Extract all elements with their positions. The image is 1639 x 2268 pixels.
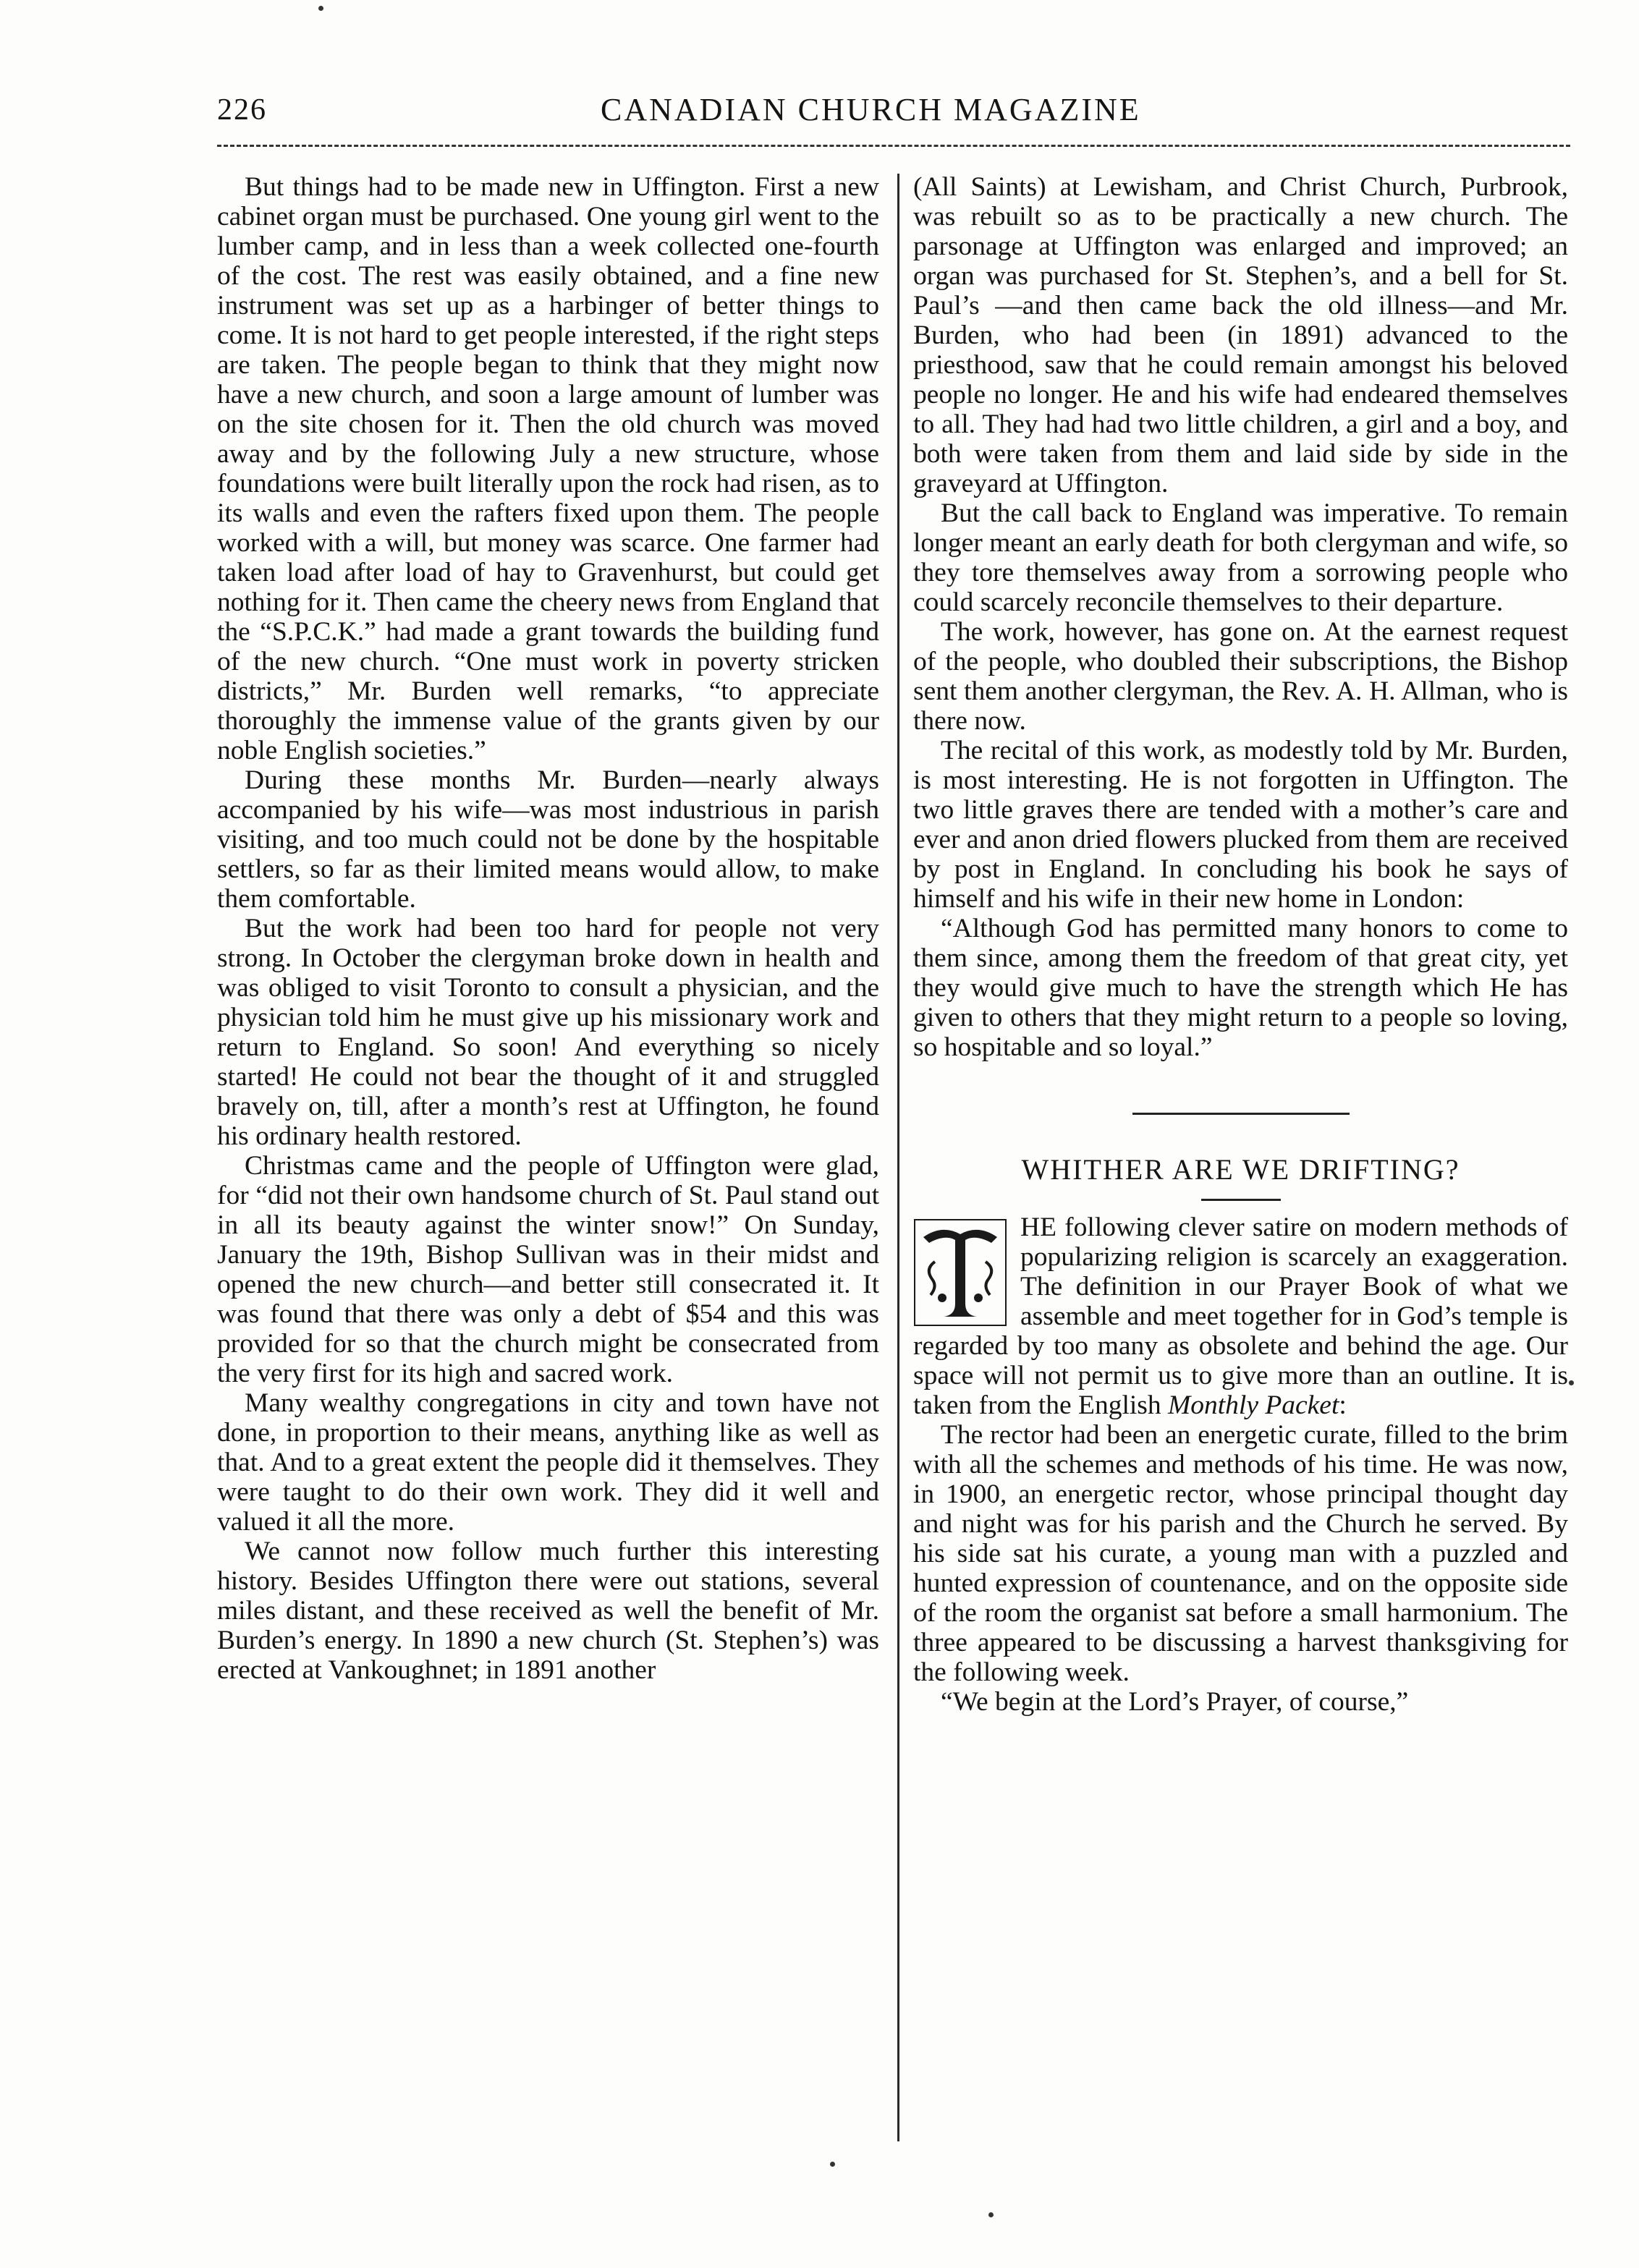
paragraph: The rector had been an energetic curate, filled to the brim with all the schemes and methods of his time. He was now, in 1900, an energetic rector, whose principal thought day and night was for his parish and the Church he served. By his side sat his curate, a young man with a puzzled and hunted expression of countenance, and on the opposite side of the room the organist sat before a small harmonium. The three appeared to be discussing a harvest thanksgiving for the following week. [913,1420,1568,1687]
paragraph: (All Saints) at Lewisham, and Christ Church, Purbrook, was rebuilt so as to be practically a new church. The parsonage at Uffington was enlarged and improved; an organ was purchased for St. Stephen’s, and a bell for St. Paul’s —and then came back the old illness—and Mr. Burden, who had been (in 1891) advanced to the priesthood, saw that he could remain amongst his beloved people no longer. He and his wife had endeared themselves to all. They had had two little children, a girl and a boy, and both were taken from them and laid side by side in the graveyard at Uffington. [913,172,1568,498]
left-column [217,172,879,1685]
print-speck [830,2162,835,2167]
section-divider [1132,1113,1350,1115]
page-number: 226 [217,93,267,127]
paragraph: Many wealthy congregations in city and town have not done, in proportion to their means, anything like as well as that. And to a great extent the people did it themselves. They were taught to do their own work. They did it well and valued it all the more. [217,1388,879,1537]
paragraph: But the work had been too hard for people not very strong. In October the clergyman broke down in health and was obliged to visit Toronto to consult a physician, and the physician told him he must give up his missionary work and return to England. So soon! And everything so nicely started! He could not bear the thought of it and struggled bravely on, till, after a month’s rest at Uffington, he found his ordinary health restored. [217,914,879,1151]
paragraph: During these months Mr. Burden—nearly always accompanied by his wife—was most industrious in parish visiting, and too much could not be done by the hospitable settlers, so far as their limited means would allow, to make them comfortable. [217,765,879,914]
right-column [913,172,1568,1717]
source-suffix: : [1339,1390,1347,1420]
paragraph: Christmas came and the people of Uffington were glad, for “did not their own handsome church of St. Paul stand out in all its beauty against the winter snow!” On Sunday, January the 19th, Bishop Sullivan was in their midst and opened the new church—and better still consecrated it. It was found that there was only a debt of $54 and this was provided for so that the church might be consecrated from the very first for its high and sacred work. [217,1151,879,1388]
source-title: Monthly Packet [1168,1390,1339,1420]
paragraph: The recital of this work, as modestly told by Mr. Burden, is most interesting. He is not forgotten in Uffington. The two little graves there are tended with a mother’s care and ever and anon dried flowers plucked from them are received by post in England. In concluding his book he says of himself and his wife in their new home in London: [913,736,1568,914]
section-title: WHITHER ARE WE DRIFTING? [1021,1153,1460,1186]
print-speck [318,6,323,11]
drop-cap [913,1218,1007,1327]
running-title: CANADIAN CHURCH MAGAZINE [601,92,1141,127]
first-paragraph-text: HE following clever satire on modern methods of popularizing religion is scarcely an exaggeration. The definition in our Prayer Book of what we assemble and meet together for in God’s temple is regarded by too many as obsolete and behind the age. Our space will not permit us to give more than an outline. It is taken from the English [913,1212,1568,1420]
paragraph: “We begin at the Lord’s Prayer, of course,” [941,1687,1409,1717]
section-first-paragraph [913,1212,1568,1420]
drop-cap-ornament-icon [913,1218,1007,1327]
paragraph: We cannot now follow much further this interesting history. Besides Uffington there were out stations, several miles distant, and these received as well the benefit of Mr. Burden’s energy. In 1890 a new church (St. Stephen’s) was erected at Vankoughnet; in 1891 another [217,1537,879,1685]
print-speck [1569,1380,1574,1385]
paragraph: “Although God has permitted many honors to come to them since, among them the freedom of that great city, yet they would give much to have the strength which He has given to others that they might return to a people so loving, so hospitable and so loyal.” [913,914,1568,1062]
paragraph: The work, however, has gone on. At the earnest request of the people, who doubled their subscriptions, the Bishop sent them another clergyman, the Rev. A. H. Allman, who is there now. [913,617,1568,736]
column-divider [897,174,899,2141]
paragraph: But things had to be made new in Uffington. First a new cabinet organ must be purchased. One young girl went to the lumber camp, and in less than a week collected one-fourth of the cost. The rest was easily obtained, and a fine new instrument was set up as a harbinger of better things to come. It is not hard to get people interested, if the right steps are taken. The people began to think that they might now have a new church, and soon a large amount of lumber was on the site chosen for it. Then the old church was moved away and by the following July a new structure, whose foundations were built literally upon the rock had risen, as to its walls and even the rafters fixed upon them. The people worked with a will, but money was scarce. One farmer had taken load after load of hay to Gravenhurst, but could get nothing for it. Then came the cheery news from England that the “S.P.C.K.” had made a grant towards the building fund of the new church. “One must work in poverty stricken districts,” Mr. Burden well remarks, “to appreciate thoroughly the immense value of the grants given by our noble English societies.” [217,172,879,765]
title-underline [1201,1199,1281,1201]
print-speck [988,2212,994,2217]
paragraph: But the call back to England was imperative. To remain longer meant an early death for both clergyman and wife, so they tore themselves away from a sorrowing people who could scarcely reconcile themselves to their departure. [913,498,1568,617]
header-rule [217,145,1570,147]
